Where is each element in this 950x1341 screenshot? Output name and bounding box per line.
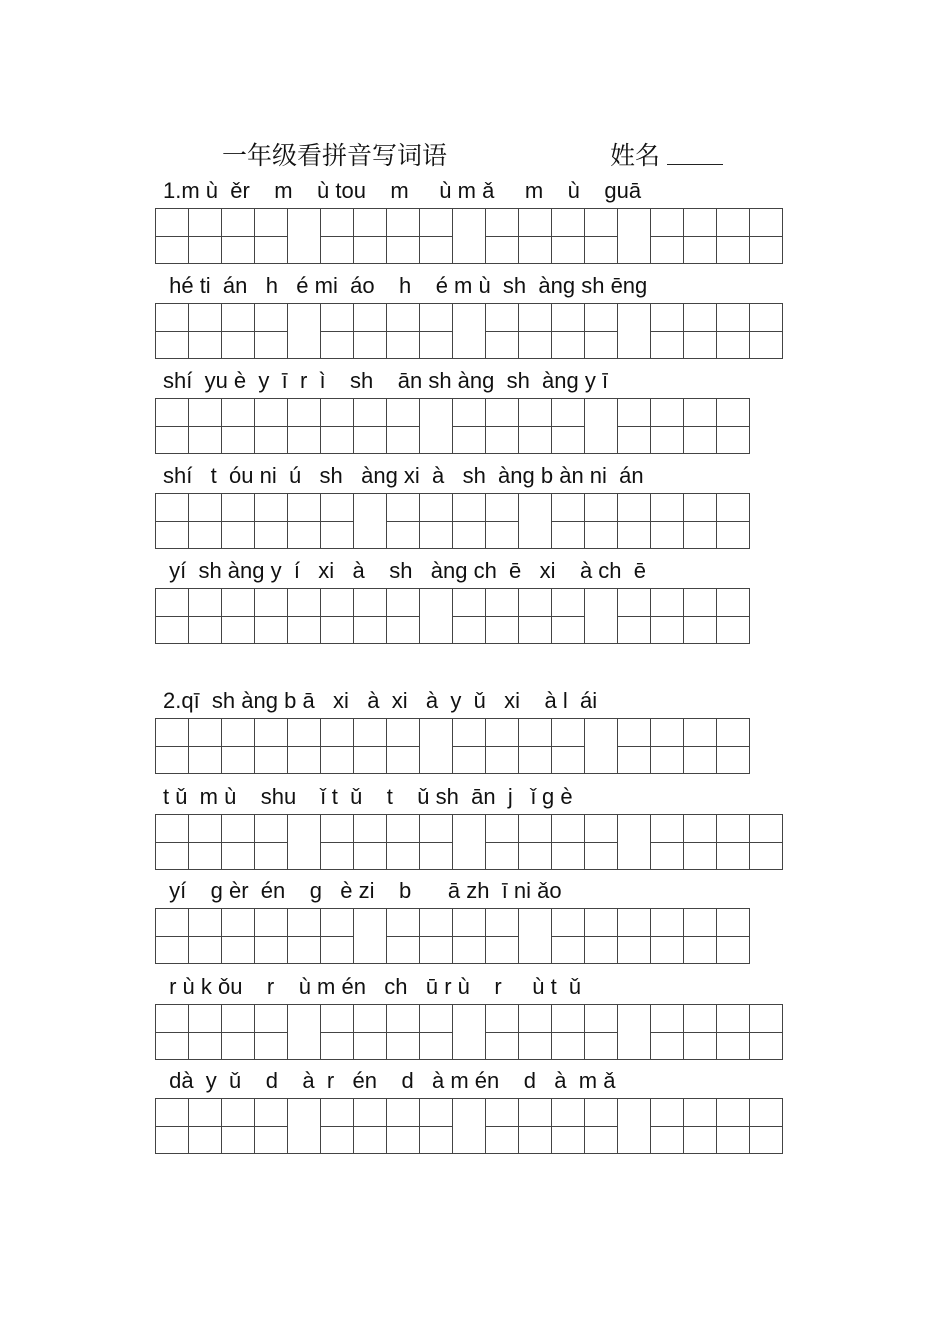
writing-box[interactable] — [155, 908, 188, 964]
writing-box[interactable] — [353, 303, 386, 359]
writing-box[interactable] — [551, 908, 584, 964]
writing-box[interactable] — [650, 398, 683, 454]
writing-box[interactable] — [683, 588, 716, 644]
writing-box[interactable] — [155, 588, 188, 644]
pinyin-line — [163, 688, 597, 714]
writing-box[interactable] — [287, 908, 320, 964]
writing-box[interactable] — [518, 588, 551, 644]
writing-box[interactable] — [749, 303, 783, 359]
word-separator-box — [518, 908, 551, 964]
writing-box[interactable] — [155, 1098, 188, 1154]
writing-box[interactable] — [353, 208, 386, 264]
writing-box[interactable] — [155, 208, 188, 264]
writing-box[interactable] — [716, 208, 749, 264]
writing-box[interactable] — [683, 493, 716, 549]
writing-box[interactable] — [749, 814, 783, 870]
writing-box[interactable] — [386, 814, 419, 870]
writing-box[interactable] — [749, 208, 783, 264]
writing-box[interactable] — [683, 1098, 716, 1154]
writing-box[interactable] — [485, 718, 518, 774]
writing-box[interactable] — [419, 303, 452, 359]
writing-box[interactable] — [518, 814, 551, 870]
word-separator-box — [353, 493, 386, 549]
writing-box[interactable] — [551, 493, 584, 549]
pinyin-text: r ù k ǒu r ù m én ch ū r ù r ù t ǔ — [163, 974, 582, 999]
writing-grid — [155, 398, 750, 454]
writing-box[interactable] — [221, 908, 254, 964]
writing-grid — [155, 718, 750, 774]
writing-box[interactable] — [518, 208, 551, 264]
writing-box[interactable] — [551, 1004, 584, 1060]
writing-box[interactable] — [287, 718, 320, 774]
writing-box[interactable] — [221, 718, 254, 774]
writing-box[interactable] — [254, 398, 287, 454]
writing-box[interactable] — [650, 588, 683, 644]
writing-box[interactable] — [155, 814, 188, 870]
writing-box[interactable] — [617, 493, 650, 549]
writing-box[interactable] — [584, 908, 617, 964]
writing-box[interactable] — [683, 814, 716, 870]
writing-box[interactable] — [254, 718, 287, 774]
pinyin-line — [163, 368, 608, 394]
writing-box[interactable] — [188, 493, 221, 549]
writing-box[interactable] — [386, 398, 419, 454]
writing-box[interactable] — [584, 493, 617, 549]
writing-grid — [155, 493, 750, 549]
pinyin-line — [163, 463, 644, 489]
writing-box[interactable] — [485, 1098, 518, 1154]
word-separator-box — [452, 814, 485, 870]
writing-box[interactable] — [254, 208, 287, 264]
writing-box[interactable] — [221, 303, 254, 359]
writing-box[interactable] — [320, 1004, 353, 1060]
writing-box[interactable] — [155, 1004, 188, 1060]
word-separator-box — [419, 398, 452, 454]
word-separator-box — [584, 398, 617, 454]
writing-box[interactable] — [716, 493, 750, 549]
writing-box[interactable] — [188, 814, 221, 870]
writing-box[interactable] — [551, 718, 584, 774]
writing-box[interactable] — [221, 588, 254, 644]
writing-box[interactable] — [320, 588, 353, 644]
writing-box[interactable] — [650, 493, 683, 549]
word-separator-box — [617, 1004, 650, 1060]
writing-box[interactable] — [155, 493, 188, 549]
writing-box[interactable] — [287, 588, 320, 644]
writing-box[interactable] — [650, 814, 683, 870]
writing-box[interactable] — [188, 718, 221, 774]
word-separator-box — [419, 718, 452, 774]
writing-box[interactable] — [650, 208, 683, 264]
writing-box[interactable] — [584, 208, 617, 264]
writing-grid — [155, 1004, 783, 1060]
writing-box[interactable] — [551, 303, 584, 359]
writing-box[interactable] — [419, 208, 452, 264]
word-separator-box — [287, 814, 320, 870]
writing-box[interactable] — [650, 303, 683, 359]
word-separator-box — [617, 303, 650, 359]
writing-box[interactable] — [353, 814, 386, 870]
writing-box[interactable] — [518, 1098, 551, 1154]
word-separator-box — [419, 588, 452, 644]
writing-box[interactable] — [386, 493, 419, 549]
writing-box[interactable] — [221, 1004, 254, 1060]
writing-box[interactable] — [320, 1098, 353, 1154]
writing-box[interactable] — [353, 588, 386, 644]
writing-box[interactable] — [485, 208, 518, 264]
pinyin-text: m ù ěr m ù tou m ù m ǎ m ù guā — [181, 178, 642, 203]
writing-grid — [155, 208, 783, 264]
writing-box[interactable] — [485, 303, 518, 359]
writing-box[interactable] — [452, 398, 485, 454]
writing-box[interactable] — [254, 1004, 287, 1060]
writing-box[interactable] — [221, 398, 254, 454]
writing-grid — [155, 1098, 783, 1154]
writing-box[interactable] — [320, 814, 353, 870]
writing-box[interactable] — [188, 1098, 221, 1154]
pinyin-line — [163, 878, 562, 904]
writing-box[interactable] — [353, 718, 386, 774]
writing-box[interactable] — [287, 398, 320, 454]
section-number: 2. — [163, 688, 182, 713]
writing-box[interactable] — [320, 908, 353, 964]
writing-box[interactable] — [254, 493, 287, 549]
word-separator-box — [584, 588, 617, 644]
writing-box[interactable] — [419, 1004, 452, 1060]
pinyin-line — [163, 1068, 615, 1094]
writing-box[interactable] — [716, 1098, 749, 1154]
writing-box[interactable] — [617, 908, 650, 964]
writing-box[interactable] — [188, 1004, 221, 1060]
pinyin-line — [163, 178, 641, 204]
writing-box[interactable] — [188, 208, 221, 264]
writing-box[interactable] — [188, 908, 221, 964]
word-separator-box — [617, 1098, 650, 1154]
writing-box[interactable] — [485, 493, 518, 549]
word-separator-box — [353, 908, 386, 964]
writing-box[interactable] — [683, 908, 716, 964]
pinyin-line — [163, 974, 581, 1000]
writing-box[interactable] — [485, 398, 518, 454]
writing-grid — [155, 303, 783, 359]
writing-box[interactable] — [749, 1004, 783, 1060]
word-separator-box — [287, 208, 320, 264]
writing-box[interactable] — [452, 588, 485, 644]
writing-box[interactable] — [419, 908, 452, 964]
writing-box[interactable] — [320, 398, 353, 454]
writing-box[interactable] — [188, 588, 221, 644]
writing-box[interactable] — [254, 1098, 287, 1154]
writing-box[interactable] — [353, 1004, 386, 1060]
section-number: 1. — [163, 178, 182, 203]
word-separator-box — [452, 1098, 485, 1154]
writing-box[interactable] — [485, 908, 518, 964]
writing-box[interactable] — [683, 398, 716, 454]
worksheet-title: 一年级看拼音写词语 — [222, 141, 448, 170]
word-separator-box — [584, 718, 617, 774]
writing-box[interactable] — [320, 493, 353, 549]
pinyin-text: t ǔ m ù shu ǐ t ǔ t ǔ sh ān j ǐ g è — [163, 784, 573, 809]
name-blank-line[interactable] — [667, 164, 723, 165]
writing-box[interactable] — [716, 908, 750, 964]
writing-box[interactable] — [221, 814, 254, 870]
writing-box[interactable] — [518, 303, 551, 359]
writing-box[interactable] — [683, 303, 716, 359]
writing-box[interactable] — [353, 398, 386, 454]
writing-box[interactable] — [584, 1004, 617, 1060]
writing-box[interactable] — [551, 398, 584, 454]
writing-box[interactable] — [683, 718, 716, 774]
writing-box[interactable] — [188, 303, 221, 359]
writing-box[interactable] — [254, 908, 287, 964]
pinyin-text: dà y ǔ d à r én d à m én d à m ǎ — [163, 1068, 616, 1093]
writing-box[interactable] — [650, 908, 683, 964]
pinyin-line — [163, 784, 573, 810]
writing-box[interactable] — [386, 303, 419, 359]
writing-box[interactable] — [749, 1098, 783, 1154]
writing-box[interactable] — [485, 814, 518, 870]
writing-box[interactable] — [386, 1098, 419, 1154]
writing-box[interactable] — [485, 588, 518, 644]
writing-box[interactable] — [551, 588, 584, 644]
pinyin-text: hé ti án h é mi áo h é m ù sh àng sh ēng — [163, 273, 648, 298]
writing-box[interactable] — [518, 1004, 551, 1060]
writing-box[interactable] — [716, 588, 750, 644]
word-separator-box — [617, 208, 650, 264]
writing-box[interactable] — [353, 1098, 386, 1154]
pinyin-line — [163, 558, 646, 584]
writing-box[interactable] — [518, 398, 551, 454]
writing-box[interactable] — [188, 398, 221, 454]
pinyin-text: qī sh àng b ā xi à xi à y ǔ xi à l ái — [181, 688, 598, 713]
word-separator-box — [452, 1004, 485, 1060]
writing-box[interactable] — [584, 1098, 617, 1154]
writing-box[interactable] — [320, 718, 353, 774]
word-separator-box — [287, 1098, 320, 1154]
pinyin-text: shí yu è y ī r ì sh ān sh àng sh àng y ī — [163, 368, 609, 393]
writing-box[interactable] — [287, 493, 320, 549]
writing-box[interactable] — [221, 1098, 254, 1154]
writing-grid — [155, 588, 750, 644]
writing-box[interactable] — [716, 398, 750, 454]
writing-box[interactable] — [683, 208, 716, 264]
pinyin-text: shí t óu ni ú sh àng xi à sh àng b àn ni án — [163, 463, 644, 488]
writing-box[interactable] — [551, 814, 584, 870]
pinyin-line — [163, 273, 647, 299]
writing-box[interactable] — [683, 1004, 716, 1060]
writing-box[interactable] — [419, 814, 452, 870]
writing-box[interactable] — [320, 208, 353, 264]
writing-box[interactable] — [254, 814, 287, 870]
writing-box[interactable] — [320, 303, 353, 359]
writing-box[interactable] — [551, 1098, 584, 1154]
writing-box[interactable] — [386, 908, 419, 964]
writing-box[interactable] — [221, 493, 254, 549]
writing-box[interactable] — [386, 588, 419, 644]
pinyin-text: yí g èr én g è zi b ā zh ī ni ǎo — [163, 878, 562, 903]
writing-box[interactable] — [716, 814, 749, 870]
writing-box[interactable] — [155, 303, 188, 359]
writing-box[interactable] — [650, 1004, 683, 1060]
word-separator-box — [518, 493, 551, 549]
writing-box[interactable] — [254, 588, 287, 644]
writing-box[interactable] — [518, 718, 551, 774]
writing-box[interactable] — [419, 493, 452, 549]
word-separator-box — [617, 814, 650, 870]
name-label: 姓名 — [610, 141, 661, 170]
writing-box[interactable] — [650, 718, 683, 774]
writing-box[interactable] — [386, 208, 419, 264]
writing-box[interactable] — [452, 718, 485, 774]
writing-box[interactable] — [452, 908, 485, 964]
writing-box[interactable] — [155, 718, 188, 774]
writing-box[interactable] — [716, 718, 750, 774]
writing-box[interactable] — [617, 398, 650, 454]
word-separator-box — [452, 303, 485, 359]
writing-box[interactable] — [617, 718, 650, 774]
writing-box[interactable] — [584, 814, 617, 870]
writing-box[interactable] — [485, 1004, 518, 1060]
writing-box[interactable] — [419, 1098, 452, 1154]
writing-box[interactable] — [716, 303, 749, 359]
writing-box[interactable] — [386, 1004, 419, 1060]
writing-box[interactable] — [254, 303, 287, 359]
writing-box[interactable] — [155, 398, 188, 454]
pinyin-text: yí sh àng y í xi à sh àng ch ē xi à ch ē — [163, 558, 647, 583]
word-separator-box — [287, 303, 320, 359]
writing-box[interactable] — [551, 208, 584, 264]
writing-box[interactable] — [650, 1098, 683, 1154]
word-separator-box — [452, 208, 485, 264]
writing-box[interactable] — [452, 493, 485, 549]
writing-grid — [155, 908, 750, 964]
writing-box[interactable] — [221, 208, 254, 264]
writing-box[interactable] — [716, 1004, 749, 1060]
word-separator-box — [287, 1004, 320, 1060]
writing-box[interactable] — [386, 718, 419, 774]
writing-box[interactable] — [584, 303, 617, 359]
writing-box[interactable] — [617, 588, 650, 644]
writing-grid — [155, 814, 783, 870]
